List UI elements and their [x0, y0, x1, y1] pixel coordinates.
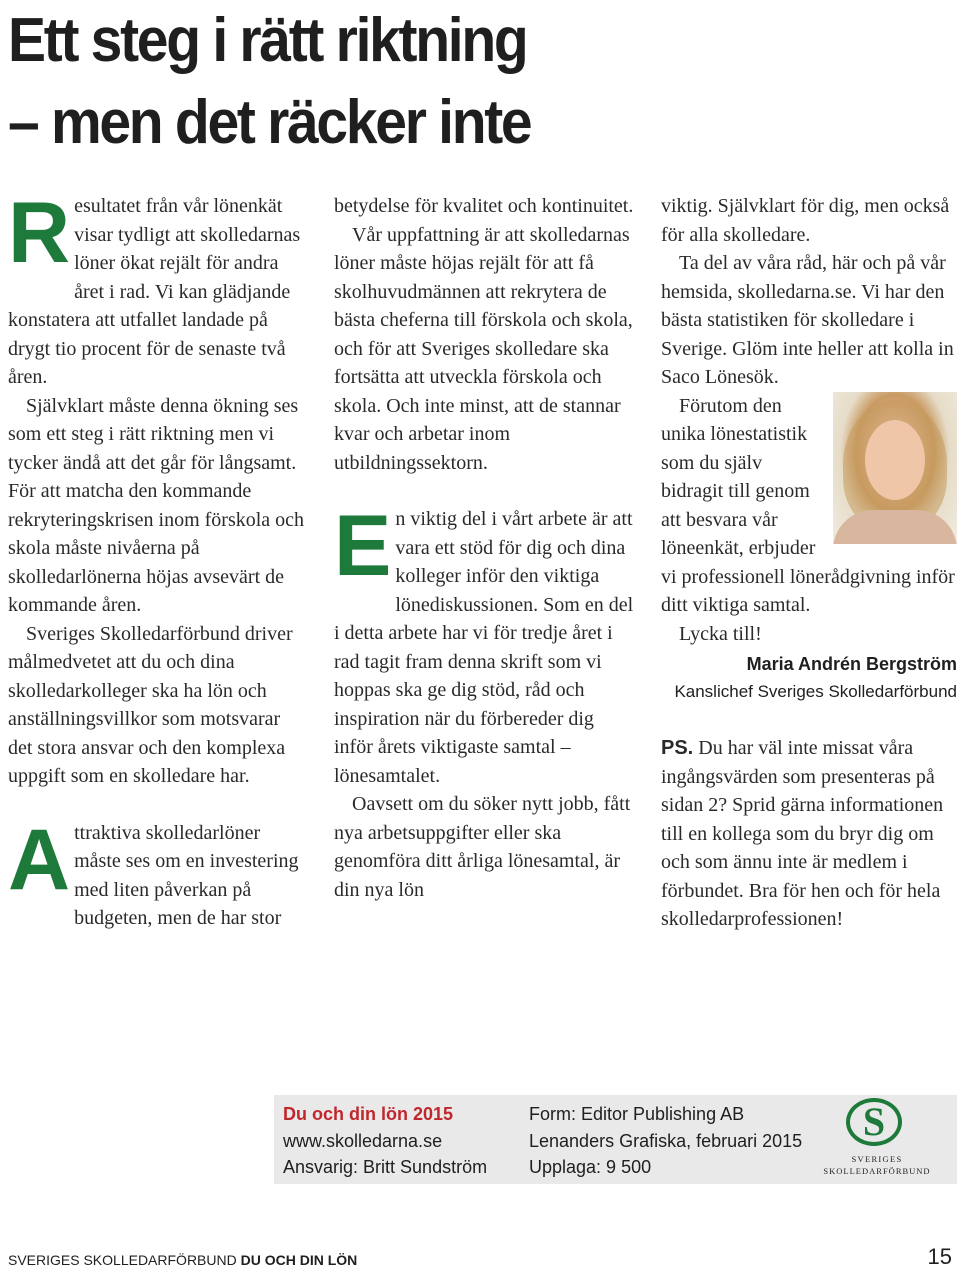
logo-text-line-1: SVERIGES [851, 1154, 903, 1164]
paragraph: viktig. Självklart för dig, men också för alla skolledare. [661, 195, 950, 246]
ps-text: Du har väl inte missat våra ingångsvärden som presenteras på sidan 2? Sprid gärna informationen till en kollega som du bryr dig om och som ännu inte är medlem i förbundet. Bra för hen och för hela skolledarprofessionen! [661, 737, 944, 930]
edition-count: Upplaga: 9 500 [529, 1157, 652, 1177]
paragraph [334, 498, 634, 790]
responsible-editor: Ansvarig: Britt Sundström [283, 1157, 488, 1177]
printer-credit: Lenanders Grafiska, februari 2015 [529, 1130, 803, 1151]
article-column-3 [661, 192, 957, 934]
signature-title: Kanslichef Sveriges Skolledarförbund [674, 682, 957, 701]
drop-cap: R [8, 185, 71, 281]
paragraph: Lycka till! [679, 622, 762, 645]
drop-cap: E [334, 498, 392, 594]
drop-cap: A [8, 811, 71, 908]
paragraph-text: esultatet från vår lönenkät visar tydligt att skolledarnas löner ökat rejält för andra året i rad. Vi kan glädjande konstatera att utfallet landade på drygt tio procent för de senaste två åren. [8, 195, 301, 388]
publication-title: Du och din lön 2015 [283, 1104, 454, 1124]
paragraph: Oavsett om du söker nytt jobb, fått nya arbetsuppgifter eller ska genomföra ditt årliga lönesamtal, är din nya lön [334, 793, 631, 901]
website-link[interactable]: www.skolledarna.se [283, 1130, 443, 1151]
ps-label: PS. [661, 737, 694, 759]
design-credit: Form: Editor Publishing AB [529, 1104, 745, 1124]
paragraph: betydelse för kvalitet och kontinuitet. [334, 195, 634, 217]
colophon-box [274, 1095, 957, 1184]
paragraph: Förutom den unika lönestatistik som du själv bidragit till genom att besvara vår löneenkät, erbjuder vi professionell lönerådgivning inför ditt viktiga samtal. [661, 394, 955, 616]
footer-org: SVERIGES SKOLLEDARFÖRBUND [8, 1252, 237, 1268]
paragraph: Sveriges Skolledarförbund driver målmedvetet att du och dina skolledarkolleger ska ha lön och anställningsvillkor som motsvarar det stora ansvar och den komplexa uppgift som en skolledare har. [8, 622, 293, 787]
page-number: 15 [927, 1244, 952, 1269]
paragraph: Vår uppfattning är att skolledarnas löner måste höjas rejält för att få skolhuvudmännen att rekrytera de bästa cheferna till förskola och skola, och för att Sveriges skolledare ska fortsätta att utveckla förskola och skola. Och inte minst, att de stannar kvar och arbetar inom utbildningssektorn. [334, 223, 633, 474]
article-column-1 [8, 185, 308, 933]
ps-paragraph [661, 734, 957, 934]
paragraph-text: n viktig del i vårt arbete är att vara ett stöd för dig och dina kolleger inför den viktiga lönediskussionen. Som en del i detta arbete har vi för tredje året i rad tagit fram denna skrift som vi hoppas ska ge dig stöd, råd och inspiration när du förbereder dig inför årets viktigaste samtal – lönesamtalet. [334, 508, 634, 787]
paragraph [8, 185, 308, 392]
logo-s-icon: S [846, 1098, 902, 1146]
author-photo [833, 392, 957, 544]
signature-name: Maria Andrén Bergström [746, 654, 957, 674]
skolledarforbund-logo [818, 1098, 936, 1182]
colophon-left [283, 1101, 487, 1181]
headline [8, 0, 530, 164]
headline-line-1: Ett steg i rätt riktning [8, 6, 527, 75]
footer-publication: DU OCH DIN LÖN [240, 1252, 358, 1268]
colophon-right [529, 1101, 802, 1181]
paragraph-text: ttraktiva skolledarlöner måste ses om en investering med liten påverkan på budgeten, men de har stor [74, 821, 299, 929]
article-column-2 [334, 192, 634, 904]
paragraph [8, 811, 308, 933]
paragraph: Ta del av våra råd, här och på vår hemsida, skolledarna.se. Vi har den bästa statistiken för skolledare i Sverige. Glöm inte heller att kolla in Saco Lönesök. [661, 252, 954, 388]
page-footer [8, 1252, 357, 1268]
paragraph: Självklart måste denna ökning ses som ett steg i rätt riktning men vi tycker ändå att det går för långsamt. För att matcha den kommande rekryteringskrisen inom förskola och skola måste nivåerna på skolledarlönerna höjas avsevärt de kommande åren. [8, 394, 305, 616]
headline-line-2: – men det räcker inte [8, 88, 531, 157]
logo-text-line-2: SKOLLEDARFÖRBUND [823, 1166, 931, 1176]
